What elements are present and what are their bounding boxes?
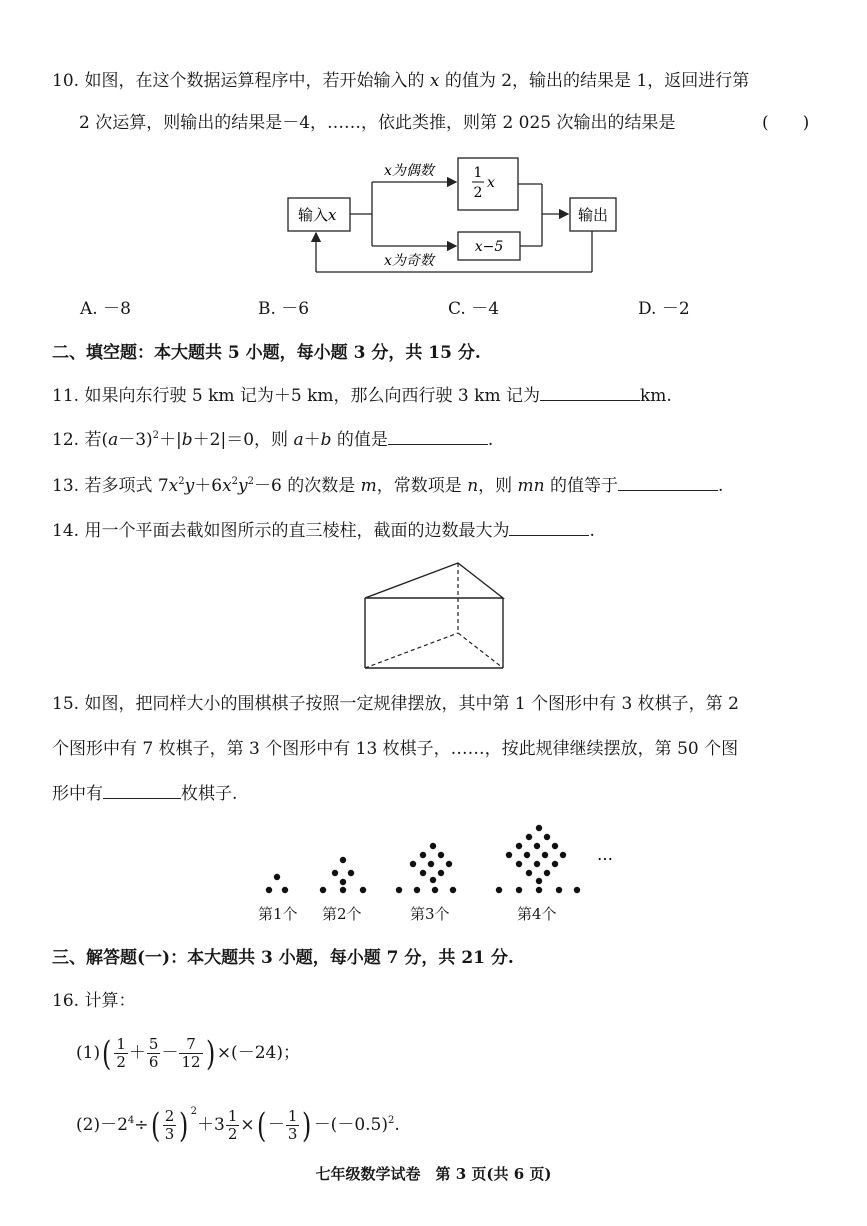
q16-part1: (1)( $\frac{1}{2}$ ＋ $\frac{5}{6}$ － $\frac{7}{12}$ ) ×(－24)； <box>76 1033 300 1074</box>
output-label: 输出 <box>577 206 609 224</box>
frac-1-3: $\frac{1}{3}$ <box>287 1107 298 1143</box>
pattern-4 <box>496 825 580 893</box>
flowchart-diagram <box>280 150 620 280</box>
option-d[interactable]: D. －2 <box>638 299 690 319</box>
caption-2: 第2个 <box>322 905 362 923</box>
answer-bracket: ( ) <box>762 113 810 133</box>
q14-answer-blank[interactable] <box>509 519 589 536</box>
q16-title: 16. 计算： <box>52 991 136 1011</box>
pattern-2 <box>320 857 366 893</box>
q15-line2: 个图形中有 7 枚棋子，第 3 个图形中有 13 枚棋子，……，按此规律继续摆放，第 50 个图 <box>52 739 739 759</box>
odd-condition-label: x为奇数 <box>384 253 434 269</box>
half-numerator: 1 <box>473 165 483 181</box>
option-a[interactable]: A. －8 <box>80 299 131 319</box>
half-denominator: 2 <box>473 185 483 201</box>
page-footer: 七年级数学试卷 第 3 页(共 6 页) <box>315 1165 552 1183</box>
odd-expression: x−5 <box>474 239 504 255</box>
frac-5-6: $\frac{5}{6}$ <box>148 1035 159 1071</box>
pattern-ellipsis: … <box>597 845 613 864</box>
q10-line1: 10. 如图，在这个数据运算程序中，若开始输入的 x 的值为 2，输出的结果是 1，返回进行第 <box>52 71 750 91</box>
pattern-3 <box>396 843 456 893</box>
half-variable: x <box>487 175 495 191</box>
frac-2-3: $\frac{2}{3}$ <box>164 1107 175 1143</box>
q12: 12. 若$(a-3)^2+|b+2|=0$，则 a＋b 的值是 . <box>52 430 494 450</box>
pattern-1 <box>266 874 288 893</box>
input-label: 输入x <box>298 206 337 224</box>
q12-answer-blank[interactable] <box>388 428 488 445</box>
even-condition-label: x为偶数 <box>384 163 434 179</box>
q14: 14. 用一个平面去截如图所示的直三棱柱，截面的边数最大为 . <box>52 521 595 541</box>
caption-1: 第1个 <box>258 905 298 923</box>
q13: 13. 若多项式 $7x^2y+6x^2y^2-6$ 的次数是 m，常数项是 n，则 mn 的值等于 . <box>52 476 724 496</box>
frac-7-12: $\frac{7}{12}$ <box>181 1035 201 1071</box>
section2-heading: 二、填空题：本大题共 5 小题，每小题 3 分，共 15 分. <box>52 343 481 363</box>
section3-heading: 三、解答题(一)：本大题共 3 小题，每小题 7 分，共 21 分. <box>52 948 514 968</box>
caption-3: 第3个 <box>410 905 450 923</box>
option-c[interactable]: C. －4 <box>448 299 500 319</box>
q11-answer-blank[interactable] <box>540 384 640 401</box>
stone-patterns-figure <box>255 820 625 900</box>
option-b[interactable]: B. －6 <box>258 299 310 319</box>
q11: 11. 如果向东行驶 5 km 记为＋5 km，那么向西行驶 3 km 记为 km. <box>52 386 672 406</box>
caption-4: 第4个 <box>517 905 557 923</box>
q16-part2: $(2)-2^4\div$( $\frac{2}{3}$ ) $^2$＋3 $\frac{1}{2}$ ×( － $\frac{1}{3}$ ) $-(-0.5)^2$. <box>76 1105 400 1146</box>
triangular-prism-figure <box>360 558 510 674</box>
frac-1-2: $\frac{1}{2}$ <box>116 1035 126 1071</box>
frac-1-2-mixed: $\frac{1}{2}$ <box>227 1107 238 1143</box>
q15-answer-blank[interactable] <box>103 782 181 799</box>
q10-line2: 2 次运算，则输出的结果是－4，……，依此类推，则第 2 025 次输出的结果是 <box>79 113 676 133</box>
q15-line1: 15. 如图，把同样大小的围棋棋子按照一定规律摆放，其中第 1 个图形中有 3 枚棋子，第 2 <box>52 694 739 714</box>
q13-answer-blank[interactable] <box>618 474 718 491</box>
q15-line3: 形中有 枚棋子. <box>52 784 238 804</box>
